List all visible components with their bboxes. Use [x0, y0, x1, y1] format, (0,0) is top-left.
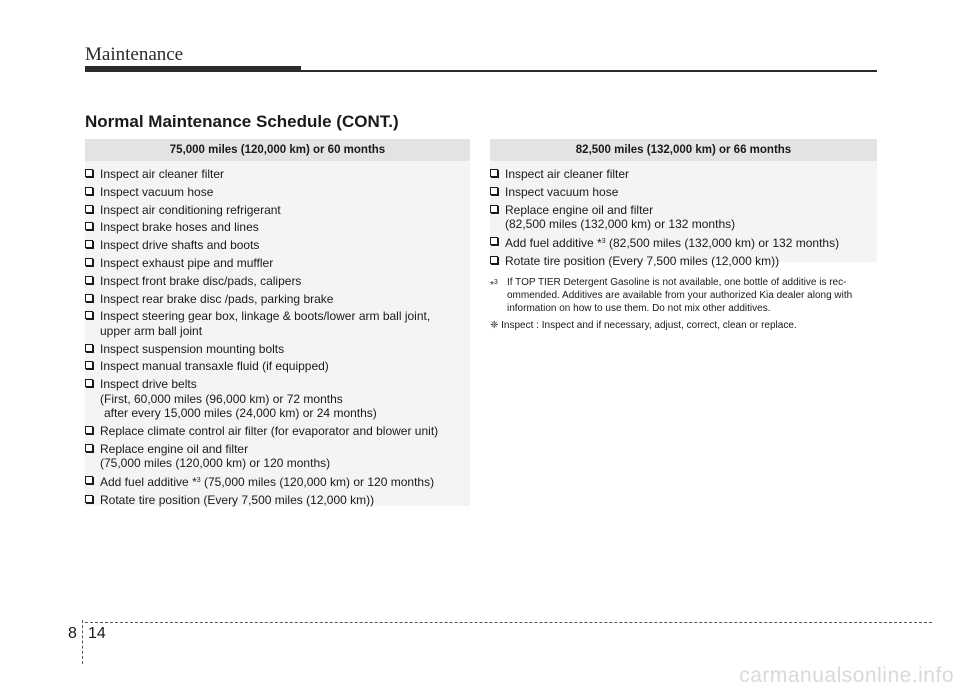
footnote-additive	[490, 276, 877, 315]
checkbox-icon	[85, 361, 93, 369]
header-rule-thick	[85, 66, 301, 72]
checklist-item: Inspect drive belts (First, 60,000 miles (96,000 km) or 72 months after every 15,000 miles (24,000 km) or 24 months)	[85, 377, 470, 421]
checkbox-icon	[85, 258, 93, 266]
checkbox-icon	[490, 237, 498, 245]
section-title: Normal Maintenance Schedule (CONT.)	[85, 112, 399, 131]
checklist	[85, 161, 470, 507]
header-rule-thin	[301, 70, 877, 72]
checkbox-icon	[85, 294, 93, 302]
checklist-item: Replace engine oil and filter (75,000 miles (120,000 km) or 120 months)	[85, 442, 470, 471]
chapter-number: 8	[68, 625, 77, 642]
checkbox-icon	[490, 205, 498, 213]
checkbox-icon	[85, 476, 93, 484]
checklist-item: Replace engine oil and filter (82,500 miles (132,000 km) or 132 months)	[490, 203, 877, 232]
schedule-82500	[490, 139, 877, 269]
checkbox-icon	[490, 256, 498, 264]
checklist-item: Inspect steering gear box, linkage & boots/lower arm ball joint, upper arm ball joint	[85, 309, 470, 338]
checkbox-icon	[85, 495, 93, 503]
checklist-item: Inspect air conditioning refrigerant	[85, 203, 470, 218]
schedule-75000	[85, 139, 470, 506]
checklist-item: Inspect exhaust pipe and muffler	[85, 256, 470, 271]
checklist-item: Inspect vacuum hose	[85, 185, 470, 200]
checkbox-icon	[85, 276, 93, 284]
checkbox-icon	[85, 240, 93, 248]
checkbox-icon	[490, 169, 498, 177]
footnote-mark: *$^3$	[490, 279, 498, 291]
checklist-item: Replace climate control air filter (for evaporator and blower unit)	[85, 424, 470, 439]
checklist-item: Inspect brake hoses and lines	[85, 220, 470, 235]
checklist	[490, 161, 877, 269]
checklist-item: Inspect suspension mounting bolts	[85, 342, 470, 357]
checkbox-icon	[85, 426, 93, 434]
footnote	[490, 276, 877, 332]
checklist-item: Inspect rear brake disc /pads, parking brake	[85, 292, 470, 307]
footnote-text: If TOP TIER Detergent Gasoline is not available, one bottle of additive is rec-ommended. Additives are available from your authorized Kia dealer along with information on how to use them. Do not mix other additives.	[507, 277, 853, 314]
checkbox-icon	[490, 187, 498, 195]
checkbox-icon	[85, 344, 93, 352]
column-heading: 75,000 miles (120,000 km) or 60 months	[85, 139, 470, 161]
checkbox-icon	[85, 379, 93, 387]
column-heading: 82,500 miles (132,000 km) or 66 months	[490, 139, 877, 161]
page-number: 14	[88, 625, 106, 642]
checkbox-icon	[85, 187, 93, 195]
checkbox-icon	[85, 205, 93, 213]
header-title: Maintenance	[85, 44, 184, 65]
checklist-item: Rotate tire position (Every 7,500 miles (12,000 km))	[490, 254, 877, 269]
checklist-item: Inspect vacuum hose	[490, 185, 877, 200]
watermark: carmanualsonline.info	[739, 664, 954, 687]
footer-divider	[82, 620, 83, 664]
checklist-item: Inspect drive shafts and boots	[85, 238, 470, 253]
footer-rule	[85, 622, 932, 623]
checkbox-icon	[85, 169, 93, 177]
checkbox-icon	[85, 311, 93, 319]
checkbox-icon	[85, 222, 93, 230]
checklist-item: Inspect air cleaner filter	[85, 167, 470, 182]
checklist-item: Inspect front brake disc/pads, calipers	[85, 274, 470, 289]
checklist-item: Inspect air cleaner filter	[490, 167, 877, 182]
inspect-note: ❈ Inspect : Inspect and if necessary, adjust, correct, clean or replace.	[490, 320, 797, 331]
checklist-item: Add fuel additive *$^3$ (75,000 miles (120,000 km) or 120 months)	[85, 474, 470, 490]
checklist-item: Rotate tire position (Every 7,500 miles (12,000 km))	[85, 493, 470, 508]
checklist-item: Add fuel additive *$^3$ (82,500 miles (132,000 km) or 132 months)	[490, 235, 877, 251]
checklist-item: Inspect manual transaxle fluid (if equipped)	[85, 359, 470, 374]
checkbox-icon	[85, 444, 93, 452]
